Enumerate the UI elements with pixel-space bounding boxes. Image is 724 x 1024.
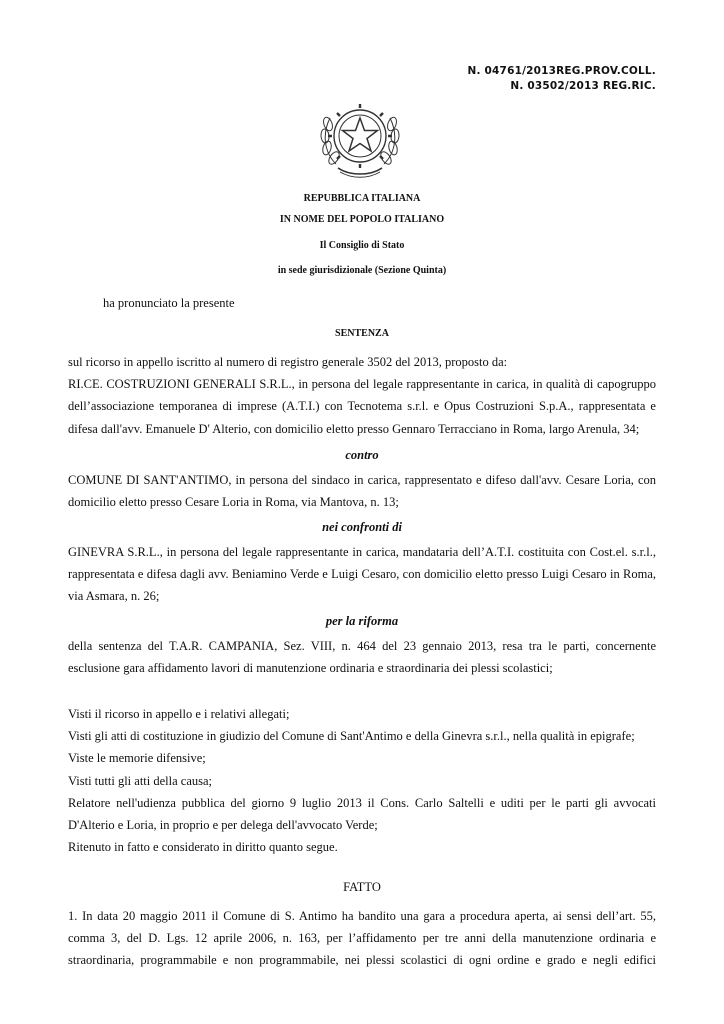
visti-item: Relatore nell'udienza pubblica del giorno 9 luglio 2013 il Cons. Carlo Saltelli e uditi per le parti gli avvocati D'Alterio e Loria, in proprio e per delega dell'avvocato Verde; <box>68 795 656 833</box>
title-council: Il Consiglio di Stato <box>319 240 405 251</box>
visti-item: Visti tutti gli atti della causa; <box>68 773 213 788</box>
title-section: in sede giurisdizionale (Sezione Quinta) <box>277 265 447 276</box>
title-republic: REPUBBLICA ITALIANA <box>303 193 421 204</box>
sentenza-heading: SENTENZA <box>335 328 389 339</box>
visti-item: Ritenuto in fatto e considerato in diritto quanto segue. <box>68 840 338 855</box>
contro-text: COMUNE DI SANT'ANTIMO, in persona del sindaco in carica, rappresentato e difeso dall'avv. Cesare Loria, con domicilio eletto presso Cesare Loria in Roma, via Mantova, n. 13; <box>68 473 656 510</box>
fatto-paragraph <box>68 905 656 972</box>
visti-item: Visti il ricorso in appello e i relativi allegati; <box>68 707 290 721</box>
fatto-text: 1. In data 20 maggio 2011 il Comune di S. Antimo ha bandito una gara a procedura aperta, ai sensi dell’art. 55, comma 3, del D. Lgs. 12 aprile 2006, n. 163, per l’affidamento per tre anni della manutenzione ordinaria e straordinaria, programmabile e non programmabile, nei plessi scolastici di ogni ordine e grado e negli edifici <box>68 909 656 968</box>
confronti-paragraph <box>68 541 656 608</box>
intro-text: ha pronunciato la presente <box>103 296 235 310</box>
contro-paragraph <box>68 469 656 513</box>
fatto-heading: FATTO <box>343 880 381 894</box>
visti-item: Viste le memorie difensive; <box>68 751 206 766</box>
italian-republic-emblem-icon <box>314 94 406 182</box>
reg-prov-number: N. 04761/2013REG.PROV.COLL. <box>467 65 656 77</box>
title-people: IN NOME DEL POPOLO ITALIANO <box>279 214 445 225</box>
riforma-text: della sentenza del T.A.R. CAMPANIA, Sez. VIII, n. 464 del 23 gennaio 2013, resa tra le parti, concernente esclusione gara affidamento lavori di manutenzione ordinaria e straordinaria dei plessi scolastici; <box>68 639 656 676</box>
reg-ric-number: N. 03502/2013 REG.RIC. <box>510 80 656 92</box>
confronti-label: nei confronti di <box>322 520 402 534</box>
visti-item: Visti gli atti di costituzione in giudizio del Comune di Sant'Antimo e della Ginevra s.r.l., nella qualità in epigrafe; <box>68 729 635 744</box>
appeal-paragraph <box>68 351 656 440</box>
riforma-label: per la riforma <box>325 614 399 628</box>
contro-label: contro <box>345 448 379 462</box>
confronti-text: GINEVRA S.R.L., in persona del legale rappresentante in carica, mandataria dell’A.T.I. costituita con Cost.el. s.r.l., rappresentata e difesa dagli avv. Beniamino Verde e Luigi Cesaro, con domicilio eletto presso Luigi Cesaro in Roma, via Asmara, n. 26; <box>68 545 656 604</box>
appellant-text: RI.CE. COSTRUZIONI GENERALI S.R.L., in persona del legale rappresentante in carica, in qualità di capogruppo dell’associazione temporanea di imprese (A.T.I.) con Tecnotema s.r.l. e Opus Costruzioni S.p.A., rappresentata e difesa dall'avv. Emanuele D' Alterio, con domicilio eletto presso Gennaro Terracciano in Roma, largo Arenula, 34; <box>68 377 656 436</box>
visti-list <box>68 703 656 858</box>
appeal-intro-line: sul ricorso in appello iscritto al numero di registro generale 3502 del 2013, proposto da: <box>68 355 508 369</box>
registry-numbers <box>468 64 656 94</box>
riforma-paragraph <box>68 635 656 679</box>
